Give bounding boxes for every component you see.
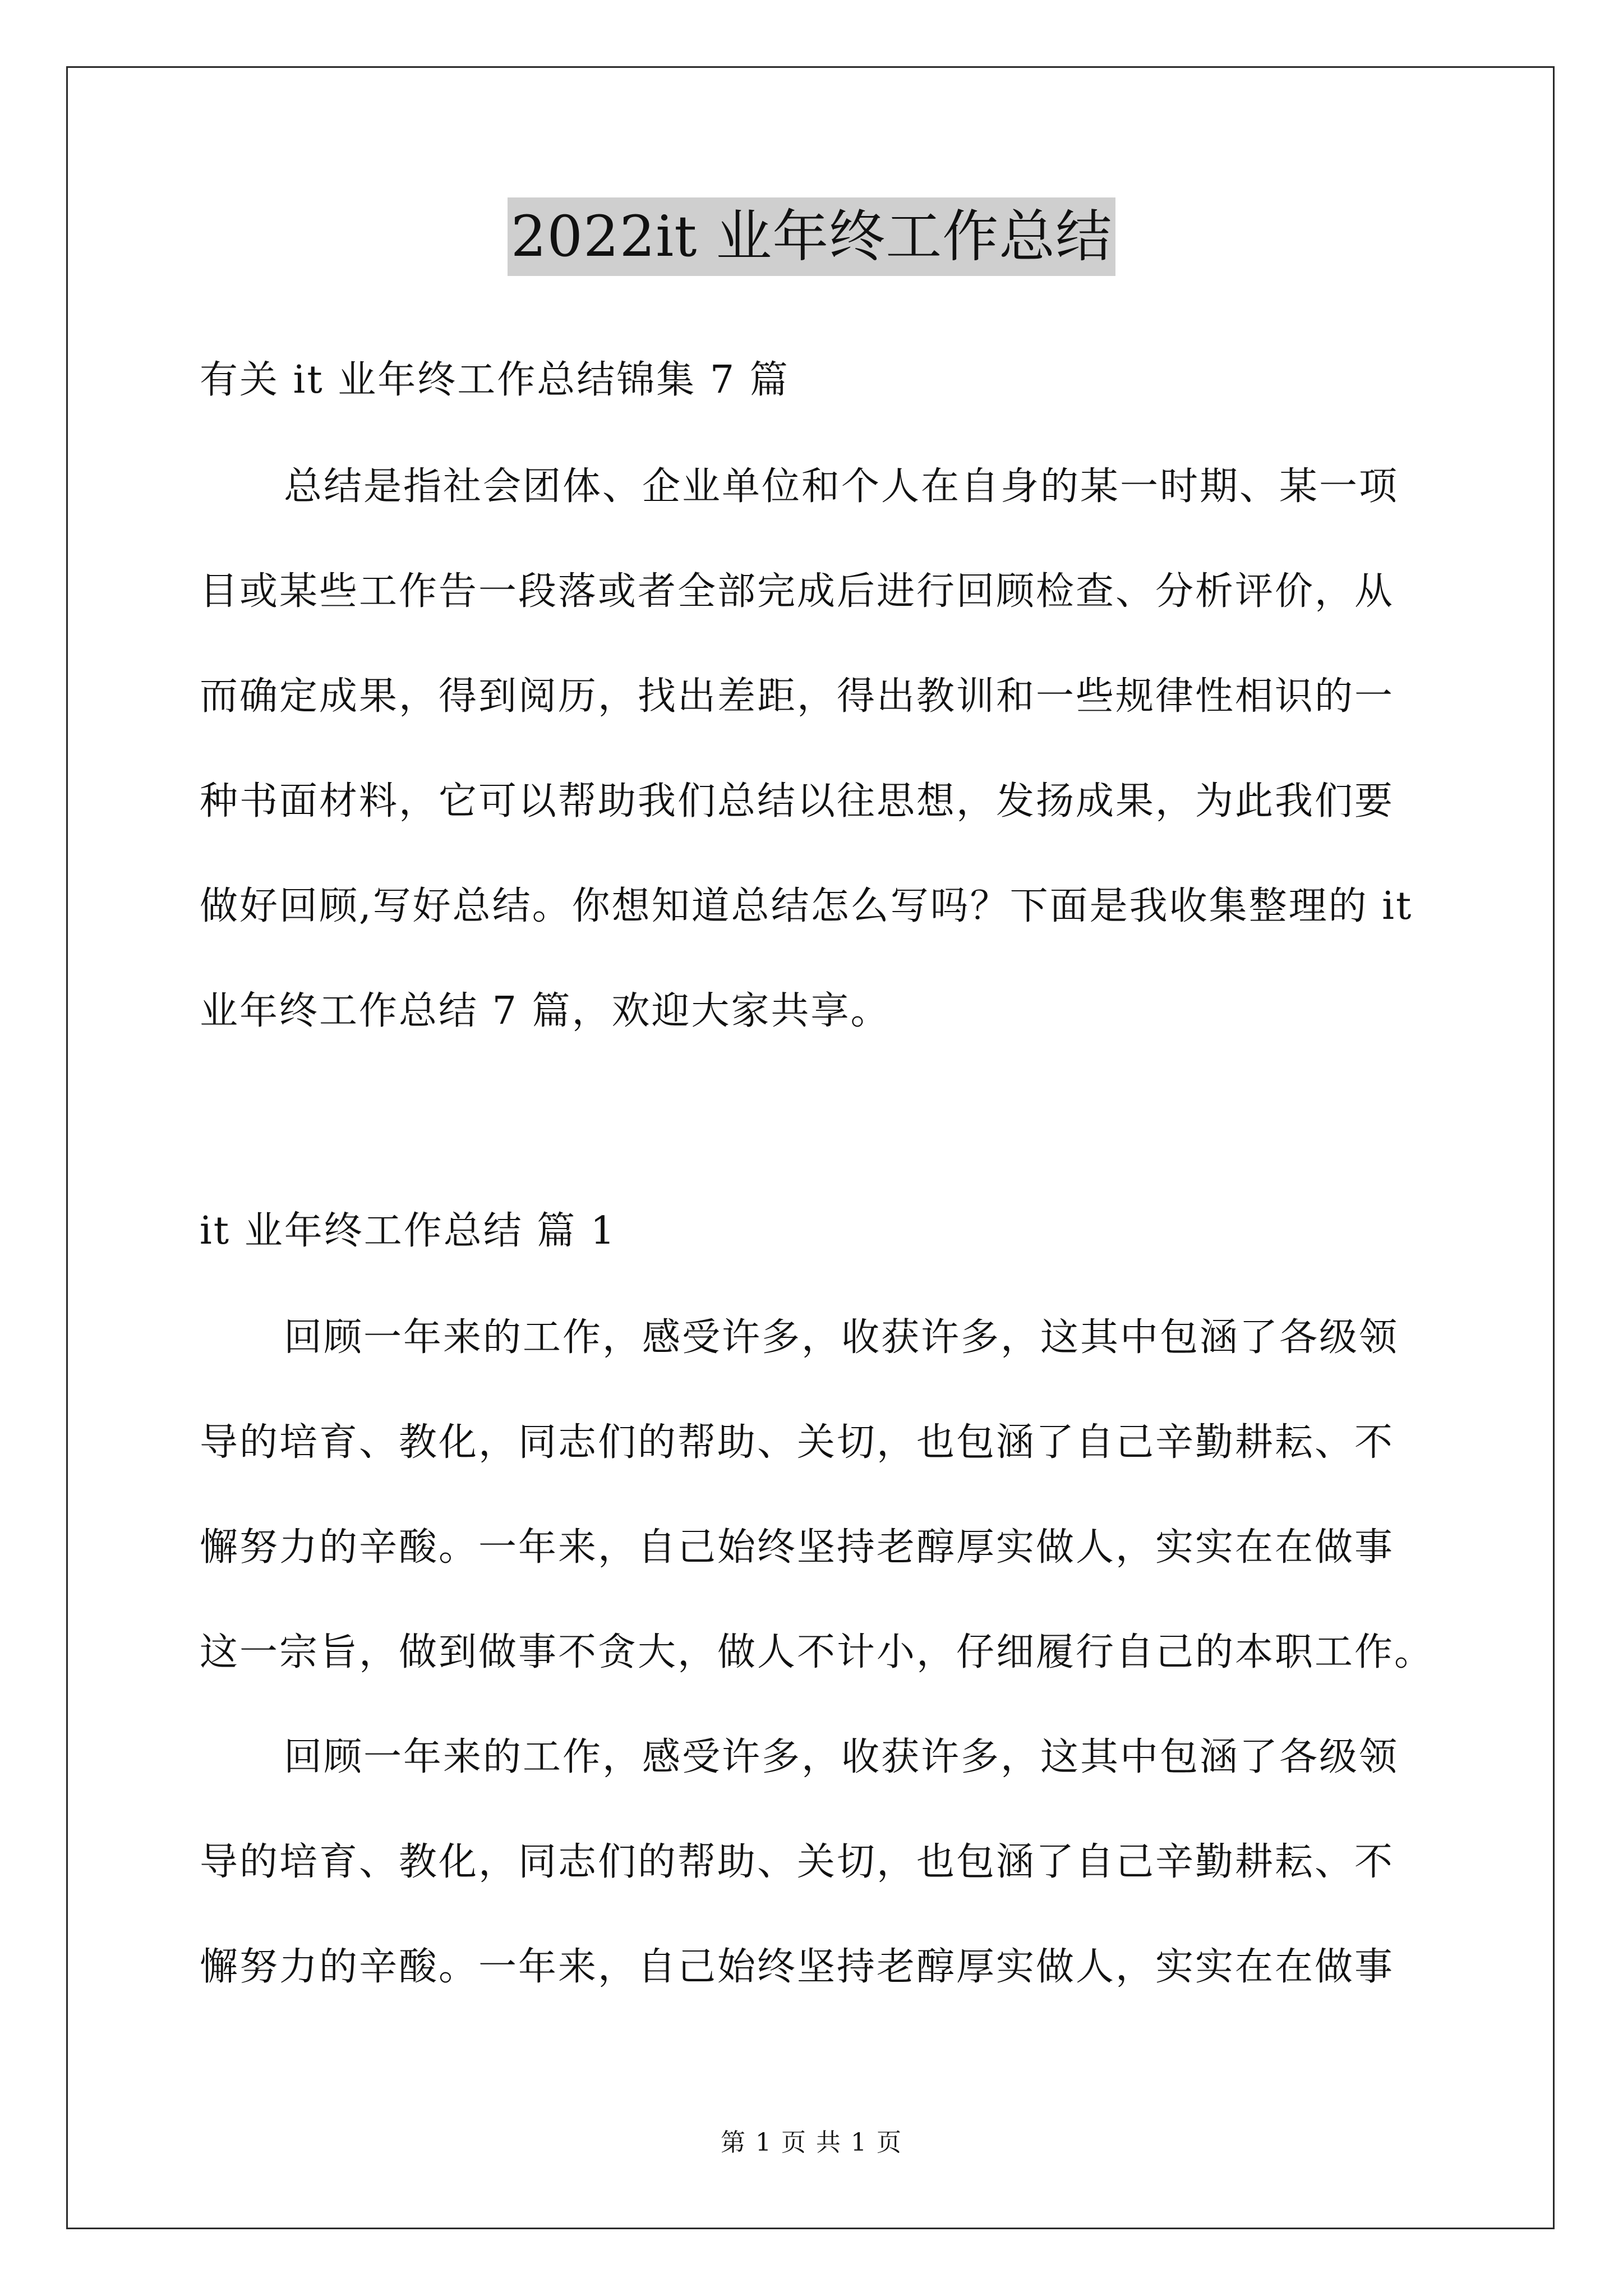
title-container bbox=[0, 197, 1623, 276]
intro-line: 而确定成果，得到阅历，找出差距，得出教训和一些规律性相识的一 bbox=[200, 674, 1395, 719]
paragraph-line: 回顾一年来的工作，感受许多，收获许多，这其中包涵了各级领 bbox=[284, 1315, 1399, 1360]
paragraph-line: 懈努力的辛酸。一年来，自己始终坚持老醇厚实做人，实实在在做事 bbox=[200, 1945, 1395, 1989]
intro-line: 目或某些工作告一段落或者全部完成后进行回顾检查、分析评价，从 bbox=[200, 569, 1395, 614]
section-heading: it 业年终工作总结 篇 1 bbox=[200, 1209, 617, 1253]
paragraph-line: 懈努力的辛酸。一年来，自己始终坚持老醇厚实做人，实实在在做事 bbox=[200, 1525, 1395, 1570]
intro-line: 做好回顾,写好总结。你想知道总结怎么写吗？下面是我收集整理的 it bbox=[200, 884, 1413, 928]
page-footer: 第 1 页 共 1 页 bbox=[721, 2128, 902, 2157]
document-subtitle: 有关 it 业年终工作总结锦集 7 篇 bbox=[200, 358, 790, 402]
intro-line: 业年终工作总结 7 篇，欢迎大家共享。 bbox=[200, 989, 891, 1033]
paragraph-line: 导的培育、教化，同志们的帮助、关切，也包涵了自己辛勤耕耘、不 bbox=[200, 1840, 1395, 1884]
paragraph-line: 导的培育、教化，同志们的帮助、关切，也包涵了自己辛勤耕耘、不 bbox=[200, 1420, 1395, 1465]
intro-line: 种书面材料，它可以帮助我们总结以往思想，发扬成果，为此我们要 bbox=[200, 779, 1395, 823]
paragraph-line: 回顾一年来的工作，感受许多，收获许多，这其中包涵了各级领 bbox=[284, 1735, 1399, 1779]
document-title: 2022it 业年终工作总结 bbox=[508, 197, 1115, 276]
paragraph-line: 这一宗旨，做到做事不贪大，做人不计小，仔细履行自己的本职工作。 bbox=[200, 1630, 1435, 1674]
intro-line: 总结是指社会团体、企业单位和个人在自身的某一时期、某一项 bbox=[284, 464, 1399, 509]
